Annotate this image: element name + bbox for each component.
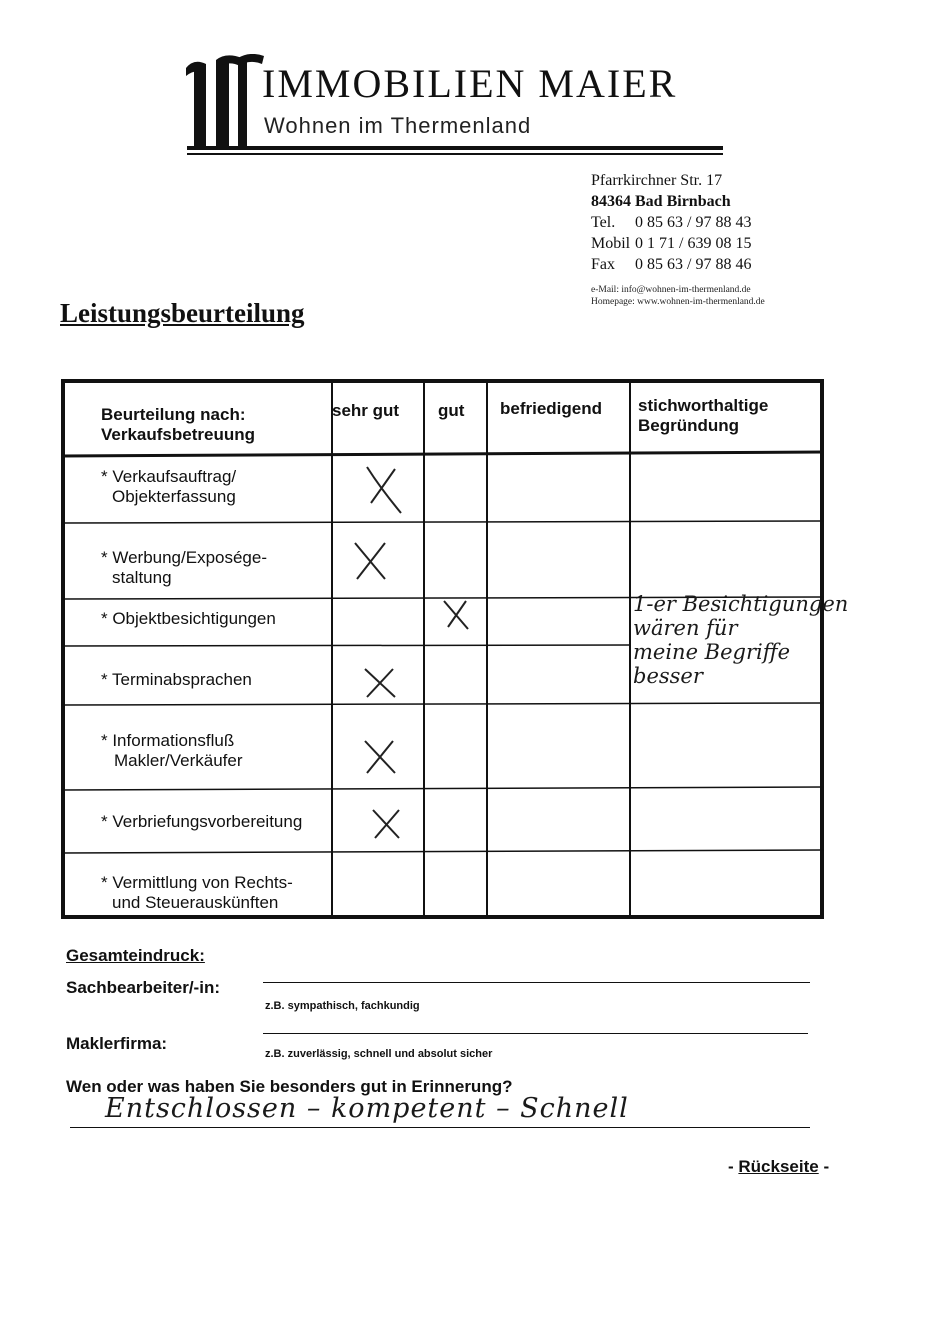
header-criteria	[101, 405, 255, 445]
phone-number: 0 85 63 / 97 88 43	[635, 214, 752, 231]
evaluation-table	[61, 379, 849, 919]
header-reason-line2: Begründung	[638, 416, 740, 435]
header-reason-line1: stichworthaltige	[638, 396, 769, 415]
company-logo	[186, 54, 266, 150]
header-criteria-line2: Verkaufsbetreuung	[101, 425, 255, 444]
row-label-line2: und Steuerauskünften	[112, 893, 279, 912]
row-label-line2: Objekterfassung	[112, 487, 236, 506]
row-label-line1: * Werbung/Exposége-	[101, 548, 268, 567]
check-mark-x	[361, 463, 407, 517]
mobile-number: 0 1 71 / 639 08 15	[635, 235, 752, 252]
phone-label: Tel.	[591, 214, 616, 231]
company-name: IMMOBILIEN MAIER	[262, 61, 678, 106]
mobile-row	[591, 233, 751, 254]
reason-line: wären für	[633, 616, 738, 640]
back-side-dash: -	[728, 1157, 739, 1176]
table-row	[101, 873, 293, 913]
table-row	[101, 731, 243, 771]
email-line: e-Mail: info@wohnen-im-thermenland.de	[591, 285, 751, 295]
header-criteria-line1: Beurteilung nach:	[101, 405, 246, 424]
fax-number: 0 85 63 / 97 88 46	[635, 256, 752, 273]
check-mark-x	[369, 806, 405, 842]
handwritten-reason	[633, 592, 853, 688]
memory-answer: Entschlossen – kompetent – Schnell	[105, 1093, 629, 1124]
table-row	[101, 812, 302, 832]
check-mark-x	[440, 597, 472, 633]
table-row	[101, 467, 236, 507]
mobile-label: Mobil	[591, 235, 631, 252]
check-mark-x	[361, 737, 399, 777]
back-side-label: Rückseite	[738, 1157, 819, 1176]
back-side-note	[728, 1157, 829, 1177]
phone-row	[591, 212, 751, 233]
row-label-line1: * Vermittlung von Rechts-	[101, 873, 293, 892]
clerk-label: Sachbearbeiter/-in:	[66, 978, 220, 997]
form-title: Leistungsbeurteilung	[60, 298, 305, 328]
back-side-dash: -	[818, 1157, 830, 1176]
row-label-line2: staltung	[112, 568, 172, 587]
check-mark-x	[351, 539, 391, 583]
clerk-answer-line[interactable]	[263, 982, 810, 983]
web-contact	[591, 284, 765, 308]
clerk-hint: z.B. sympathisch, fachkundig	[265, 1000, 420, 1012]
fax-label: Fax	[591, 256, 615, 273]
table-row	[101, 548, 267, 588]
overall-heading: Gesamteindruck:	[66, 946, 205, 965]
letterhead-rule-thin	[187, 153, 723, 155]
header-reason	[638, 396, 768, 436]
fax-row	[591, 254, 751, 275]
row-label-line1: * Verbriefungsvorbereitung	[101, 812, 303, 831]
row-label-line1: * Verkaufsauftrag/	[101, 467, 237, 486]
check-mark-x	[361, 665, 399, 701]
address-block	[591, 170, 751, 275]
firm-hint: z.B. zuverlässig, schnell und absolut sicher	[265, 1048, 493, 1060]
row-label-line2: Makler/Verkäufer	[114, 751, 243, 770]
row-label-line1: * Objektbesichtigungen	[101, 609, 276, 628]
address-street: Pfarrkirchner Str. 17	[591, 172, 723, 189]
memory-question: Wen oder was haben Sie besonders gut in Erinnerung?	[66, 1077, 513, 1096]
memory-answer-line[interactable]	[70, 1127, 810, 1128]
firm-label: Maklerfirma:	[66, 1034, 168, 1053]
header-good: gut	[438, 401, 465, 420]
letterhead-rule-thick	[187, 146, 723, 150]
reason-line: 1-er Besichtigungen	[633, 592, 849, 616]
row-label-line1: * Informationsfluß	[101, 731, 235, 750]
header-very-good: sehr gut	[332, 401, 400, 420]
reason-line: besser	[633, 664, 703, 688]
table-row	[101, 670, 252, 690]
reason-line: meine Begriffe	[633, 640, 791, 664]
homepage-line: Homepage: www.wohnen-im-thermenland.de	[591, 297, 765, 307]
row-label-line1: * Terminabsprachen	[101, 670, 252, 689]
firm-answer-line[interactable]	[263, 1033, 808, 1034]
header-satisfactory: befriedigend	[500, 399, 603, 418]
company-tagline: Wohnen im Thermenland	[264, 113, 532, 138]
address-city: 84364 Bad Birnbach	[591, 193, 731, 210]
table-row	[101, 609, 276, 629]
